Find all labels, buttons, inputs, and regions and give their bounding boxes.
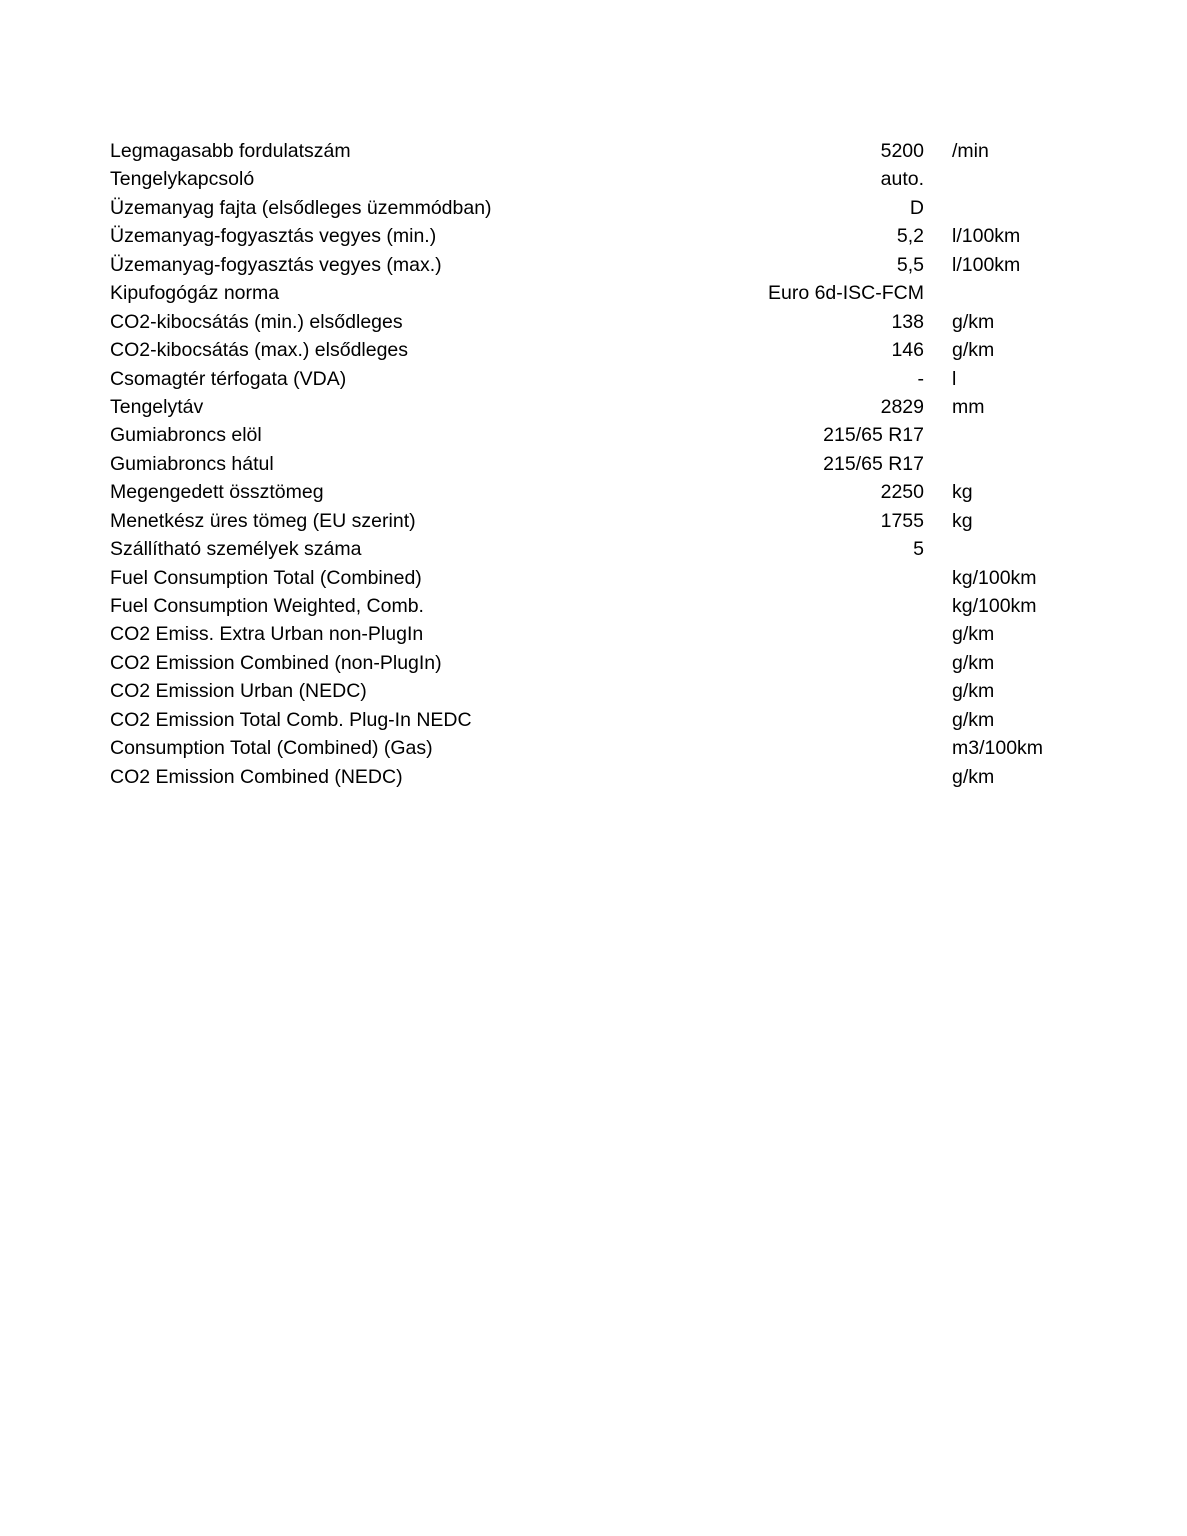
spec-label: Menetkész üres tömeg (EU szerint) — [110, 509, 416, 532]
spec-unit: m3/100km — [952, 737, 1044, 760]
spec-unit: l/100km — [952, 253, 1021, 276]
spec-label: Legmagasabb fordulatszám — [110, 140, 351, 162]
spec-unit: g/km — [952, 651, 995, 674]
spec-value: 146 — [891, 339, 924, 362]
spec-value: 138 — [891, 310, 924, 333]
table-row — [110, 393, 1090, 421]
table-row — [110, 564, 1090, 592]
spec-unit: g/km — [952, 310, 995, 333]
spec-label: Consumption Total (Combined) (Gas) — [110, 737, 433, 760]
table-row — [110, 535, 1090, 563]
spec-value: 5 — [913, 538, 924, 561]
table-row — [110, 421, 1090, 449]
spec-label: Gumiabroncs elöl — [110, 424, 262, 447]
spec-value: 2829 — [880, 395, 924, 418]
spec-label: Gumiabroncs hátul — [110, 452, 274, 475]
spec-label: Csomagtér térfogata (VDA) — [110, 367, 347, 390]
spec-unit: g/km — [952, 708, 995, 731]
table-row — [110, 308, 1090, 336]
spec-unit: g/km — [952, 623, 995, 646]
spec-value: 5,5 — [896, 253, 924, 276]
table-row — [110, 365, 1090, 393]
spec-value: 215/65 R17 — [823, 424, 924, 447]
table-row — [110, 222, 1090, 250]
spec-unit: kg/100km — [952, 595, 1037, 617]
spec-label: Szállítható személyek száma — [110, 538, 362, 561]
spec-value: Euro 6d-ISC-FCM — [767, 282, 924, 305]
table-row — [110, 137, 1090, 165]
spec-label: CO2 Emission Combined (non-PlugIn) — [110, 651, 442, 674]
spec-label: Üzemanyag-fogyasztás vegyes (min.) — [110, 225, 437, 248]
table-row — [110, 279, 1090, 307]
table-row — [110, 649, 1090, 677]
table-row — [110, 165, 1090, 193]
table-row — [110, 450, 1090, 478]
table-row — [110, 251, 1090, 279]
spec-label: CO2 Emission Combined (NEDC) — [110, 765, 403, 788]
spec-label: CO2 Emission Urban (NEDC) — [110, 680, 367, 703]
spec-unit: l — [952, 367, 957, 390]
table-row — [110, 706, 1090, 734]
table-row — [110, 194, 1090, 222]
spec-value: D — [909, 196, 924, 219]
spec-label: Tengelytáv — [110, 395, 204, 418]
spec-unit: g/km — [952, 339, 995, 362]
spec-label: CO2 Emission Total Comb. Plug-In NEDC — [110, 708, 472, 731]
spec-table — [110, 137, 1090, 791]
spec-unit: /min — [952, 140, 989, 162]
spec-value: 1755 — [880, 509, 924, 532]
spec-unit: kg — [952, 481, 973, 504]
table-row — [110, 592, 1090, 620]
table-row — [110, 734, 1090, 762]
spec-label: CO2-kibocsátás (max.) elsődleges — [110, 339, 409, 362]
table-row — [110, 336, 1090, 364]
table-row — [110, 507, 1090, 535]
spec-value: - — [917, 367, 924, 390]
spec-label: Üzemanyag fajta (elsődleges üzemmódban) — [110, 196, 492, 219]
table-row — [110, 763, 1090, 791]
table-row — [110, 677, 1090, 705]
spec-label: Fuel Consumption Total (Combined) — [110, 566, 422, 589]
table-row — [110, 478, 1090, 506]
spec-label: Üzemanyag-fogyasztás vegyes (max.) — [110, 253, 442, 276]
spec-unit: kg — [952, 509, 973, 532]
spec-value: auto. — [880, 168, 924, 191]
spec-unit: l/100km — [952, 225, 1021, 248]
spec-value: 215/65 R17 — [823, 452, 924, 475]
spec-label: CO2-kibocsátás (min.) elsődleges — [110, 310, 403, 333]
spec-unit: mm — [952, 395, 985, 418]
spec-label: CO2 Emiss. Extra Urban non-PlugIn — [110, 623, 424, 646]
spec-value: 5,2 — [896, 225, 924, 248]
spec-unit: kg/100km — [952, 566, 1037, 589]
spec-label: Tengelykapcsoló — [110, 168, 255, 191]
spec-label: Megengedett össztömeg — [110, 481, 324, 504]
spec-value: 5200 — [880, 140, 924, 162]
spec-label: Fuel Consumption Weighted, Comb. — [110, 595, 424, 617]
spec-value: 2250 — [880, 481, 924, 504]
spec-unit: g/km — [952, 765, 995, 788]
table-row — [110, 620, 1090, 648]
spec-label: Kipufogógáz norma — [110, 282, 280, 305]
spec-unit: g/km — [952, 680, 995, 703]
